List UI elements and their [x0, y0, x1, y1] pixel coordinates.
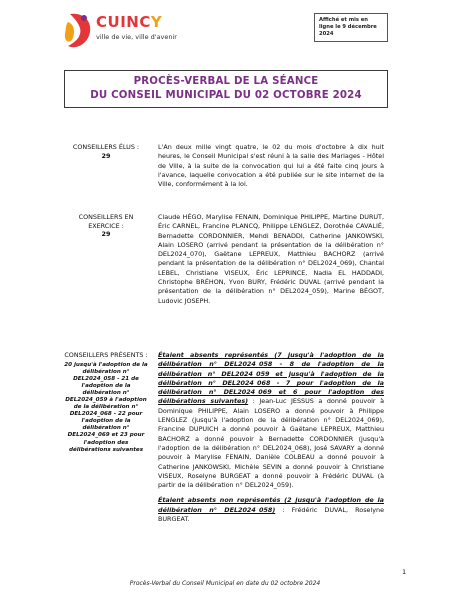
title-line-1: PROCÈS-VERBAL DE LA SÉANCE — [133, 76, 319, 87]
presents-label: CONSEILLERS PRÉSENTS : 20 jusqu'à l'adoption de la délibération n° DEL2024_058 - 21 de l'adoption de la délibération n° DEL2024_059 à l'adoption de la délibération n° DEL2024_068 - 22 pour l'adoption de la délibération n° DEL2024_069 et 23 pour l'adoption des délibérations suivantes — [62, 351, 150, 454]
elus-text: L'An deux mille vingt quatre, le 02 du mois d'octobre à dix huit heures, le Conseil Municipal s'est réuni à la salle des Mariages - Hôtel de Ville, à la suite de la convocation qui lui a été faite cinq jours à l'avance, laquelle convocation a été publiée sur le site internet de la Ville, conformément à la loi. — [158, 143, 384, 189]
not-represented-paragraph — [158, 496, 384, 524]
logo-wordmark: CUINCY — [96, 13, 163, 31]
presents-text — [158, 351, 384, 524]
city-logo-icon — [62, 10, 94, 54]
exercice-label: CONSEILLERS EN EXERCICE : 29 — [62, 213, 150, 239]
footer-caption: Procès-Verbal du Conseil Municipal en date du 02 octobre 2024 — [129, 580, 321, 587]
represented-paragraph — [158, 351, 384, 490]
posted-notice: Affiché et mis en ligne le 9 décembre 2024 — [314, 13, 388, 42]
represented-heading: Étaient absents représentés (7 jusqu'à l'adoption de la délibération n° DEL2024_058 - 8 de l'adoption de la délibération n° DEL2024_059 et jusqu'à l'adoption de la délibération n° DEL2024_068 - 7 pour l'adoption de la délibération n° DEL2024_069 et 6 pour l'adoption des délibérations suivantes) — [158, 351, 384, 406]
page-number: 1 — [402, 568, 407, 576]
cuincy-logo — [62, 10, 192, 54]
represented-text: : Jean-Luc JESSUS a donné pouvoir à Dominique PHILIPPE, Alain LOSERO a donné pouvoir à Philippe LENGLEZ (jusqu'à l'adoption de la délibération n° DEL2024_069), Francine DUPUICH a donné pouvoir à Gaëtane LEPREUX, Matthieu BACHORZ a donné pouvoir à Bernadette CORDONNIER (jusqu'à l'adoption de la délibération n° DEL2024_068), José SAVARY a donné pouvoir à Marylise FENAIN, Danièle COLBEAU a donné pouvoir à Catherine JANKOWSKI, Michèle SEVIN a donné pouvoir à Christiane VISEUX, Roselyne BURGEAT a donné pouvoir à Frédéric DUVAL (à partir de la délibération n° DEL2024_059). — [158, 397, 384, 490]
not-represented-heading: Étaient absents non représentés (2 jusqu'à l'adoption de la délibération n° DEL2024_058) — [158, 496, 384, 514]
exercice-count: 29 — [101, 230, 111, 238]
title-line-2: DU CONSEIL MUNICIPAL DU 02 OCTOBRE 2024 — [90, 90, 362, 101]
logo-tagline: ville de vie, ville d'avenir — [96, 33, 177, 41]
document-title — [64, 70, 388, 108]
elus-label: CONSEILLERS ÉLUS : 29 — [62, 143, 150, 160]
not-represented-text: : Frédéric DUVAL, Roselyne BURGEAT. — [158, 505, 385, 524]
exercice-text: Claude HÉGO, Marylise FENAIN, Dominique PHILIPPE, Martine DURUT, Éric CARNEL, Francine PLANCQ, Philippe LENGLEZ, Dorothée CAVALIÉ, Bernadette CORDONNIER, Mehdi BENADDI, Catherine JANKOWSKI, Alain LOSERO (arrivé pendant la présentation de la délibération n° DEL2024_070), Gaëtane LEPREUX, Matthieu BACHORZ (arrivé pendant la présentation de la délibération n° DEL2024_069), Chantal LEBEL, Christiane VISEUX, Éric LEPRINCE, Nadia EL HADDADI, Christophe BRÉHON, Yvon BURY, Frédéric DUVAL (arrivé pendant la présentation de la délibération n° DEL2024_059), Marine BÉGOT, Ludovic JOSEPH. — [158, 213, 384, 305]
elus-count: 29 — [101, 151, 111, 160]
presents-note: 20 jusqu'à l'adoption de la délibération n° DEL2024_058 - 21 de l'adoption de la délibération n° DEL2024_059 à l'adoption de la délibération n° DEL2024_068 - 22 pour l'adoption de la délibération n° DEL2024_069 et 23 pour l'adoption des délibérations suivantes — [64, 361, 148, 453]
